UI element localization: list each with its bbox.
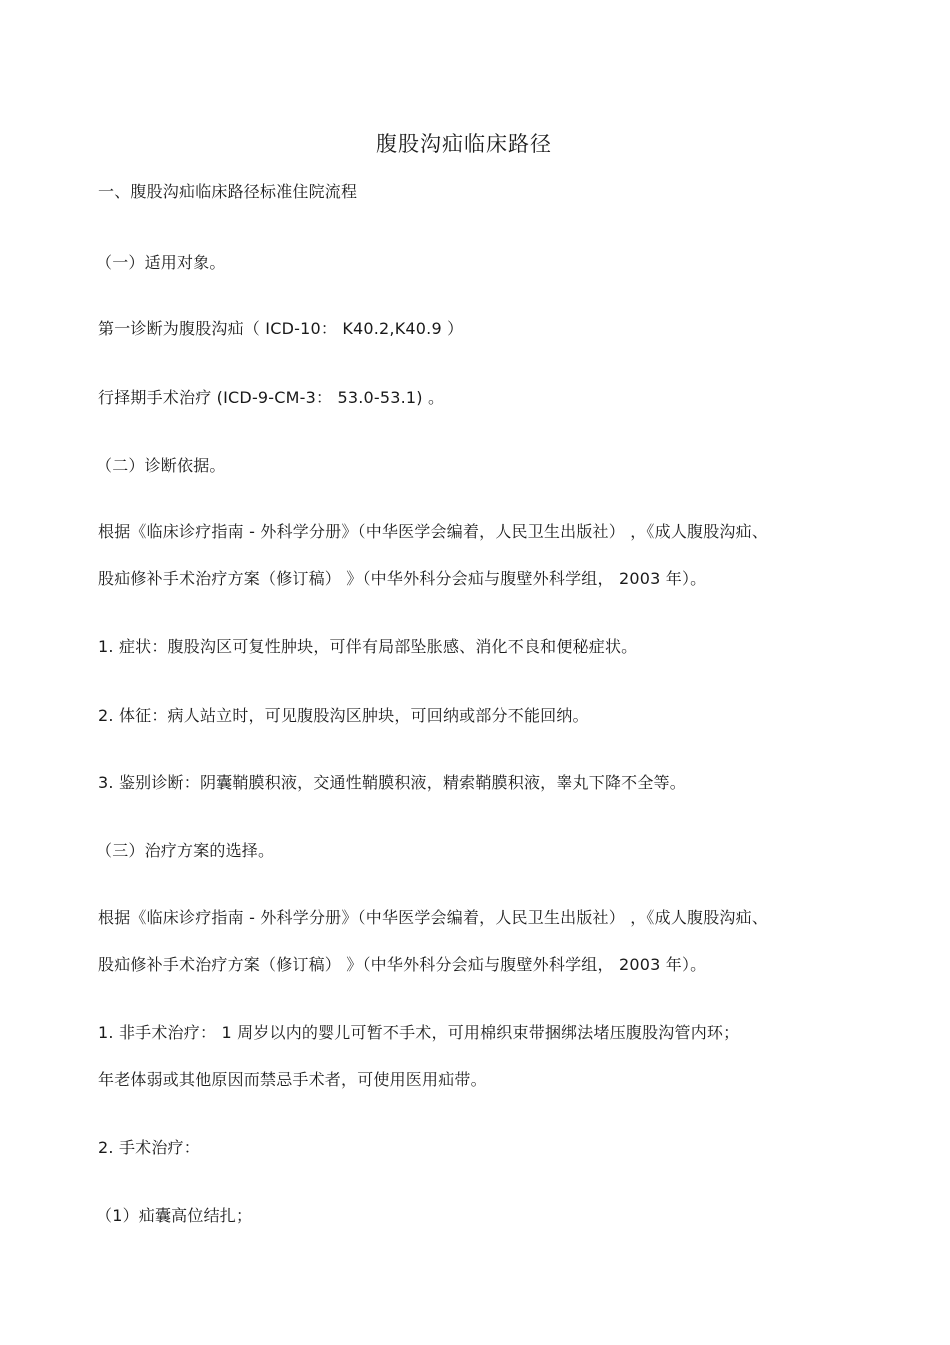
section-heading-1: 一、腹股沟疝临床路径标准住院流程: [98, 182, 358, 201]
list-item-nonsurgical-line-2: 年老体弱或其他原因而禁忌手术者，可使用医用疝带。: [98, 1070, 487, 1089]
list-item-symptoms: 1. 症状：腹股沟区可复性肿块，可伴有局部坠胀感、消化不良和便秘症状。: [98, 637, 638, 656]
subsection-heading-diagnosis: （二）诊断依据。: [96, 456, 226, 475]
paragraph-treatment-basis-line-1: 根据《临床诊疗指南 - 外科学分册》（中华医学会编着，人民卫生出版社） ，《成人腹股沟疝、: [98, 908, 769, 927]
subsection-heading-applicable: （一）适用对象。: [96, 253, 226, 272]
paragraph-treatment-basis-line-2: 股疝修补手术治疗方案（修订稿） 》（中华外科分会疝与腹壁外科学组， 2003 年）。: [98, 955, 707, 974]
paragraph-surgery-code: 行择期手术治疗 (ICD-9-CM-3： 53.0-53.1) 。: [98, 388, 445, 407]
page-title: 腹股沟疝临床路径: [376, 132, 552, 156]
list-item-signs: 2. 体征：病人站立时，可见腹股沟区肿块，可回纳或部分不能回纳。: [98, 706, 589, 725]
list-item-nonsurgical-line-1: 1. 非手术治疗： 1 周岁以内的婴儿可暂不手术，可用棉织束带捆绑法堵压腹股沟管内环；: [98, 1023, 740, 1042]
paragraph-basis-line-1: 根据《临床诊疗指南 - 外科学分册》（中华医学会编着，人民卫生出版社） ，《成人腹股沟疝、: [98, 522, 769, 541]
subsection-heading-treatment: （三）治疗方案的选择。: [96, 841, 275, 860]
paragraph-diagnosis-code: 第一诊断为腹股沟疝（ ICD-10： K40.2,K40.9 ）: [98, 319, 464, 338]
paragraph-basis-line-2: 股疝修补手术治疗方案（修订稿） 》（中华外科分会疝与腹壁外科学组， 2003 年）。: [98, 569, 707, 588]
list-item-differential: 3. 鉴别诊断：阴囊鞘膜积液，交通性鞘膜积液，精索鞘膜积液，睾丸下降不全等。: [98, 773, 686, 792]
list-item-surgical: 2. 手术治疗：: [98, 1138, 200, 1157]
list-item-surgical-sub-1: （1）疝囊高位结扎；: [96, 1206, 253, 1225]
